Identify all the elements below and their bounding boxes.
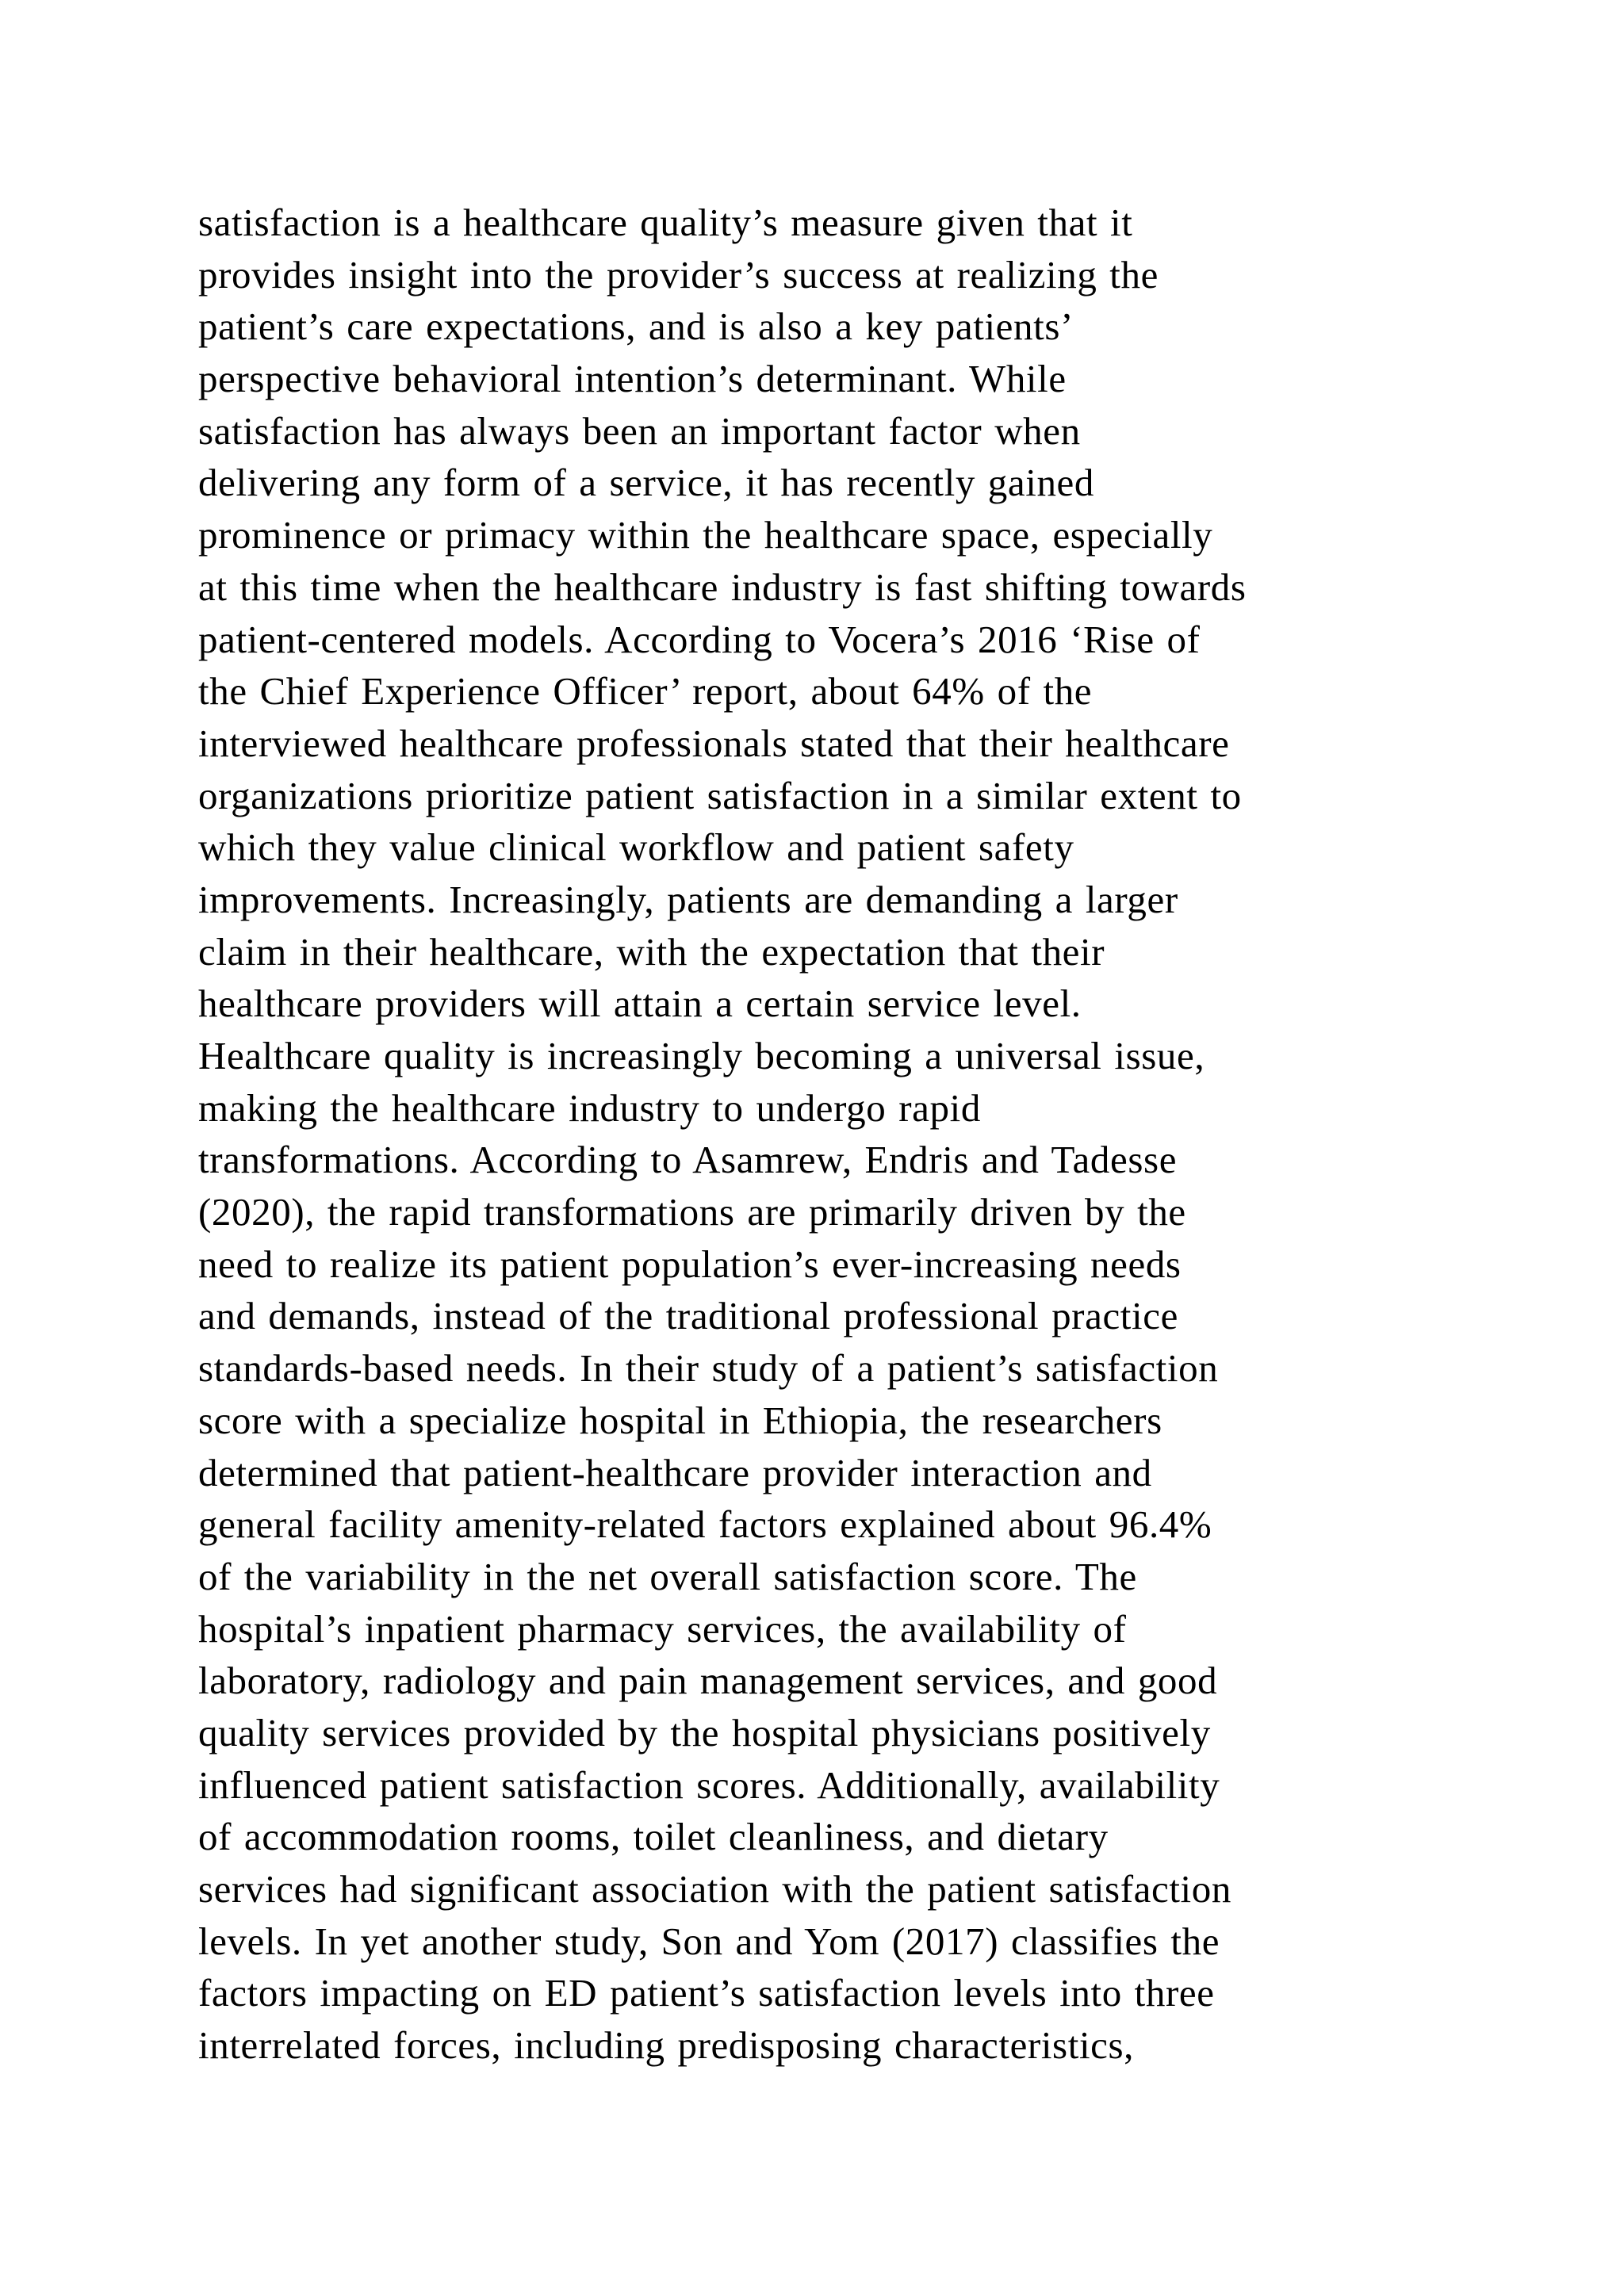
text-line: of the variability in the net overall satisfaction score. The [198,1554,1137,1598]
text-line: the Chief Experience Officer’ report, about 64% of the [198,669,1093,714]
text-line: interviewed healthcare professionals stated that their healthcare [198,721,1230,765]
text-line: of accommodation rooms, toilet cleanliness, and dietary [198,1815,1109,1859]
text-line: patient’s care expectations, and is also a key patients’ [198,304,1074,349]
body-text [198,197,1499,2072]
text-line: (2020), the rapid transformations are primarily driven by the [198,1190,1186,1234]
text-line: provides insight into the provider’s success at realizing the [198,252,1159,297]
text-line: at this time when the healthcare industry is fast shifting towards [198,564,1247,609]
text-line: transformations. According to Asamrew, Endris and Tadesse [198,1138,1178,1182]
text-line: satisfaction is a healthcare quality’s measure given that it [198,201,1133,244]
text-line: general facility amenity-related factors explained about 96.4% [198,1502,1212,1547]
text-line: healthcare providers will attain a certain service level. [198,982,1082,1026]
text-line: satisfaction has always been an important factor when [198,408,1081,453]
text-line: patient-centered models. According to Vocera’s 2016 ‘Rise of [198,617,1201,661]
text-line: determined that patient-healthcare provider interaction and [198,1450,1152,1494]
text-line: score with a specialize hospital in Ethiopia, the researchers [198,1398,1162,1442]
text-line: levels. In yet another study, Son and Yom (2017) classifies the [198,1919,1220,1963]
text-line: need to realize its patient population’s ever-increasing needs [198,1242,1182,1286]
text-line: influenced patient satisfaction scores. Additionally, availability [198,1762,1220,1807]
text-line: services had significant association with the patient satisfaction [198,1867,1231,1911]
text-line: improvements. Increasingly, patients are demanding a larger [198,877,1178,921]
text-line: delivering any form of a service, it has recently gained [198,461,1095,505]
text-line: making the healthcare industry to undergo rapid [198,1085,981,1130]
text-line: Healthcare quality is increasingly becoming a universal issue, [198,1034,1205,1077]
text-line: organizations prioritize patient satisfaction in a similar extent to [198,773,1242,817]
text-line: perspective behavioral intention’s determinant. While [198,357,1067,401]
text-line: standards-based needs. In their study of a patient’s satisfaction [198,1346,1219,1391]
text-line: factors impacting on ED patient’s satisfaction levels into three [198,1971,1215,2015]
text-line: hospital’s inpatient pharmacy services, the availability of [198,1606,1127,1651]
text-line: laboratory, radiology and pain management services, and good [198,1659,1218,1703]
text-line: claim in their healthcare, with the expectation that their [198,929,1105,974]
text-line: quality services provided by the hospital physicians positively [198,1710,1211,1755]
text-line: prominence or primacy within the healthcare space, especially [198,513,1213,557]
text-line: interrelated forces, including predisposing characteristics, [198,2023,1135,2068]
text-line: which they value clinical workflow and patient safety [198,825,1074,870]
text-line: and demands, instead of the traditional professional practice [198,1294,1178,1338]
